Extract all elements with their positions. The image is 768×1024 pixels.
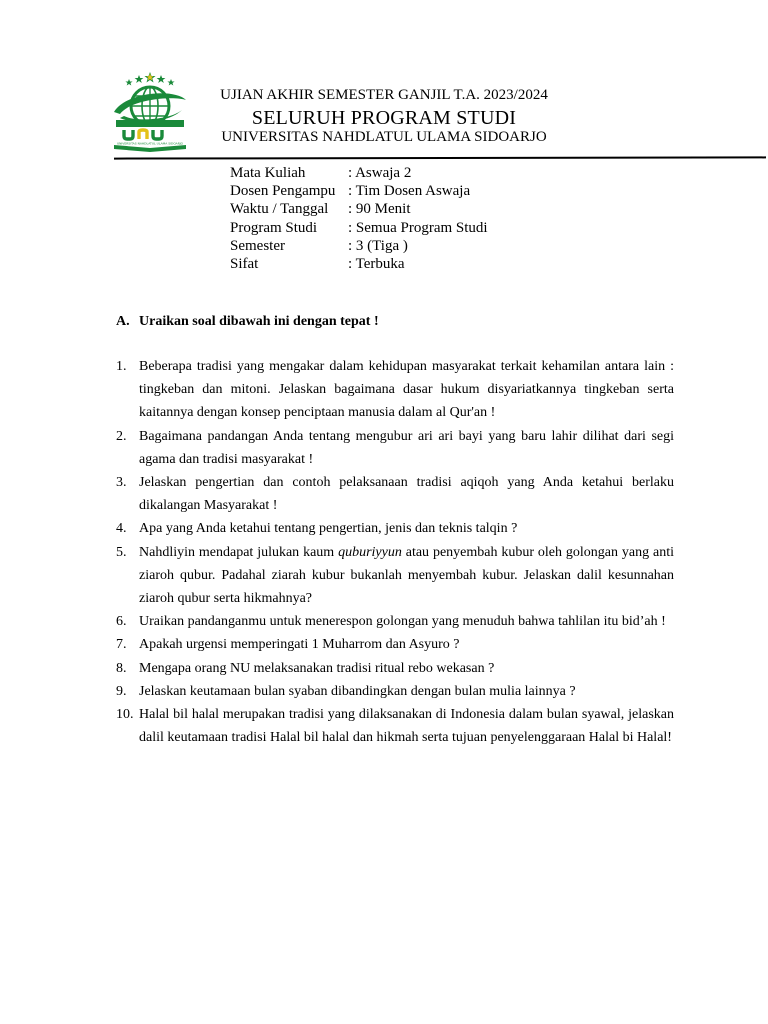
question-number: 6.: [116, 614, 127, 630]
question-text: Beberapa tradisi yang mengakar dalam kehidupan masyarakat terkait kehamilan antara lain : tingkeban dan mitoni. Jelaskan bagaimana dasar hukum disyariatkannya tingkeban serta kaitannya dengan konsep penciptaan manusia dalam al Qur'an !: [139, 359, 674, 421]
info-value: : Semua Program Studi: [348, 219, 488, 236]
info-label: Waktu / Tanggal: [230, 201, 329, 218]
question-text: Halal bil halal merupakan tradisi yang dilaksanakan di Indonesia dalam bulan syawal, jelaskan dalil keutamaan tradisi Halal bil halal dan hikmah serta tujuan penyelenggaraan Halal bi Halal!: [139, 707, 674, 746]
exam-title: UJIAN AKHIR SEMESTER GANJIL T.A. 2023/2024: [220, 87, 548, 103]
question-text: [139, 545, 674, 606]
question-number: 5.: [116, 544, 127, 560]
info-value: : Aswaja 2: [348, 165, 412, 181]
question-number: 9.: [116, 683, 127, 699]
info-value: : Terbuka: [348, 256, 405, 273]
question-item: [116, 703, 674, 749]
section-number: A.: [116, 314, 130, 329]
info-row: [230, 255, 488, 273]
question-number: 10.: [116, 707, 134, 723]
question-text: Mengapa orang NU melaksanakan tradisi ritual rebo wekasan ?: [139, 660, 495, 676]
question-list: [116, 355, 674, 749]
question-item: [116, 471, 674, 517]
info-row: [230, 164, 488, 182]
info-value: : 3 (Tiga ): [348, 237, 408, 254]
question-text: Jelaskan keutamaan bulan syaban dibandingkan dengan bulan mulia lainnya ?: [139, 683, 576, 699]
logo-subtext: UNIVERSITAS NAHDLATUL ULAMA SIDOARJO: [116, 141, 184, 146]
question-text: Jelaskan pengertian dan contoh pelaksanaan tradisi aqiqoh yang Anda ketahui berlaku dikalangan Masyarakat !: [139, 475, 674, 514]
question-item: [116, 425, 674, 471]
question-item: [116, 610, 674, 633]
question-number: 7.: [116, 637, 127, 653]
info-label: Program Studi: [230, 219, 318, 236]
info-row: [230, 182, 488, 200]
question-text-pre: Nahdliyin mendapat julukan kaum: [139, 544, 339, 560]
exam-info-table: [230, 164, 488, 273]
info-label: Sifat: [230, 256, 259, 273]
question-item: [116, 517, 674, 540]
university-name: UNIVERSITAS NAHDLATUL ULAMA SIDOARJO: [221, 129, 547, 145]
university-logo: [110, 70, 190, 152]
question-text: Apakah urgensi memperingati 1 Muharrom dan Asyuro ?: [139, 637, 460, 653]
program-title: SELURUH PROGRAM STUDI: [251, 107, 517, 129]
question-number: 2.: [116, 428, 127, 444]
info-value: : Tim Dosen Aswaja: [348, 183, 471, 200]
question-item: [116, 541, 674, 611]
header-divider: [114, 156, 766, 159]
info-row: [230, 200, 488, 218]
question-text-post: atau penyembah kubur oleh golongan yang anti ziaroh qubur. Padahal ziarah kubur bukanlah menyembah kubur. Jelaskan dalil kesunnahan ziaroh qubur serta hikmahnya?: [139, 544, 674, 607]
question-item: [116, 680, 674, 703]
section-heading: [116, 314, 379, 330]
section-title: Uraikan soal dibawah ini dengan tepat !: [139, 314, 379, 329]
question-number: 1.: [116, 359, 127, 374]
question-text: Uraikan pandanganmu untuk menerespon golongan yang menuduh bahwa tahlilan itu bid’ah !: [139, 614, 666, 630]
question-text: Bagaimana pandangan Anda tentang mengubur ari ari bayi yang baru lahir dilihat dari segi agama dan tradisi masyarakat !: [139, 428, 674, 467]
info-row: [230, 219, 488, 237]
info-label: Dosen Pengampu: [230, 183, 336, 200]
question-item: [116, 355, 674, 425]
question-number: 8.: [116, 660, 127, 676]
info-label: Semester: [230, 237, 285, 254]
info-value: : 90 Menit: [348, 201, 411, 218]
unu-logo-icon: [110, 70, 190, 152]
question-text-italic: quburiyyun: [338, 544, 402, 560]
question-number: 4.: [116, 521, 127, 537]
info-row: [230, 237, 488, 255]
question-item: [116, 633, 674, 656]
question-item: [116, 657, 674, 680]
question-text: Apa yang Anda ketahui tentang pengertian, jenis dan teknis talqin ?: [139, 521, 518, 537]
question-number: 3.: [116, 475, 127, 491]
info-label: Mata Kuliah: [230, 165, 306, 181]
